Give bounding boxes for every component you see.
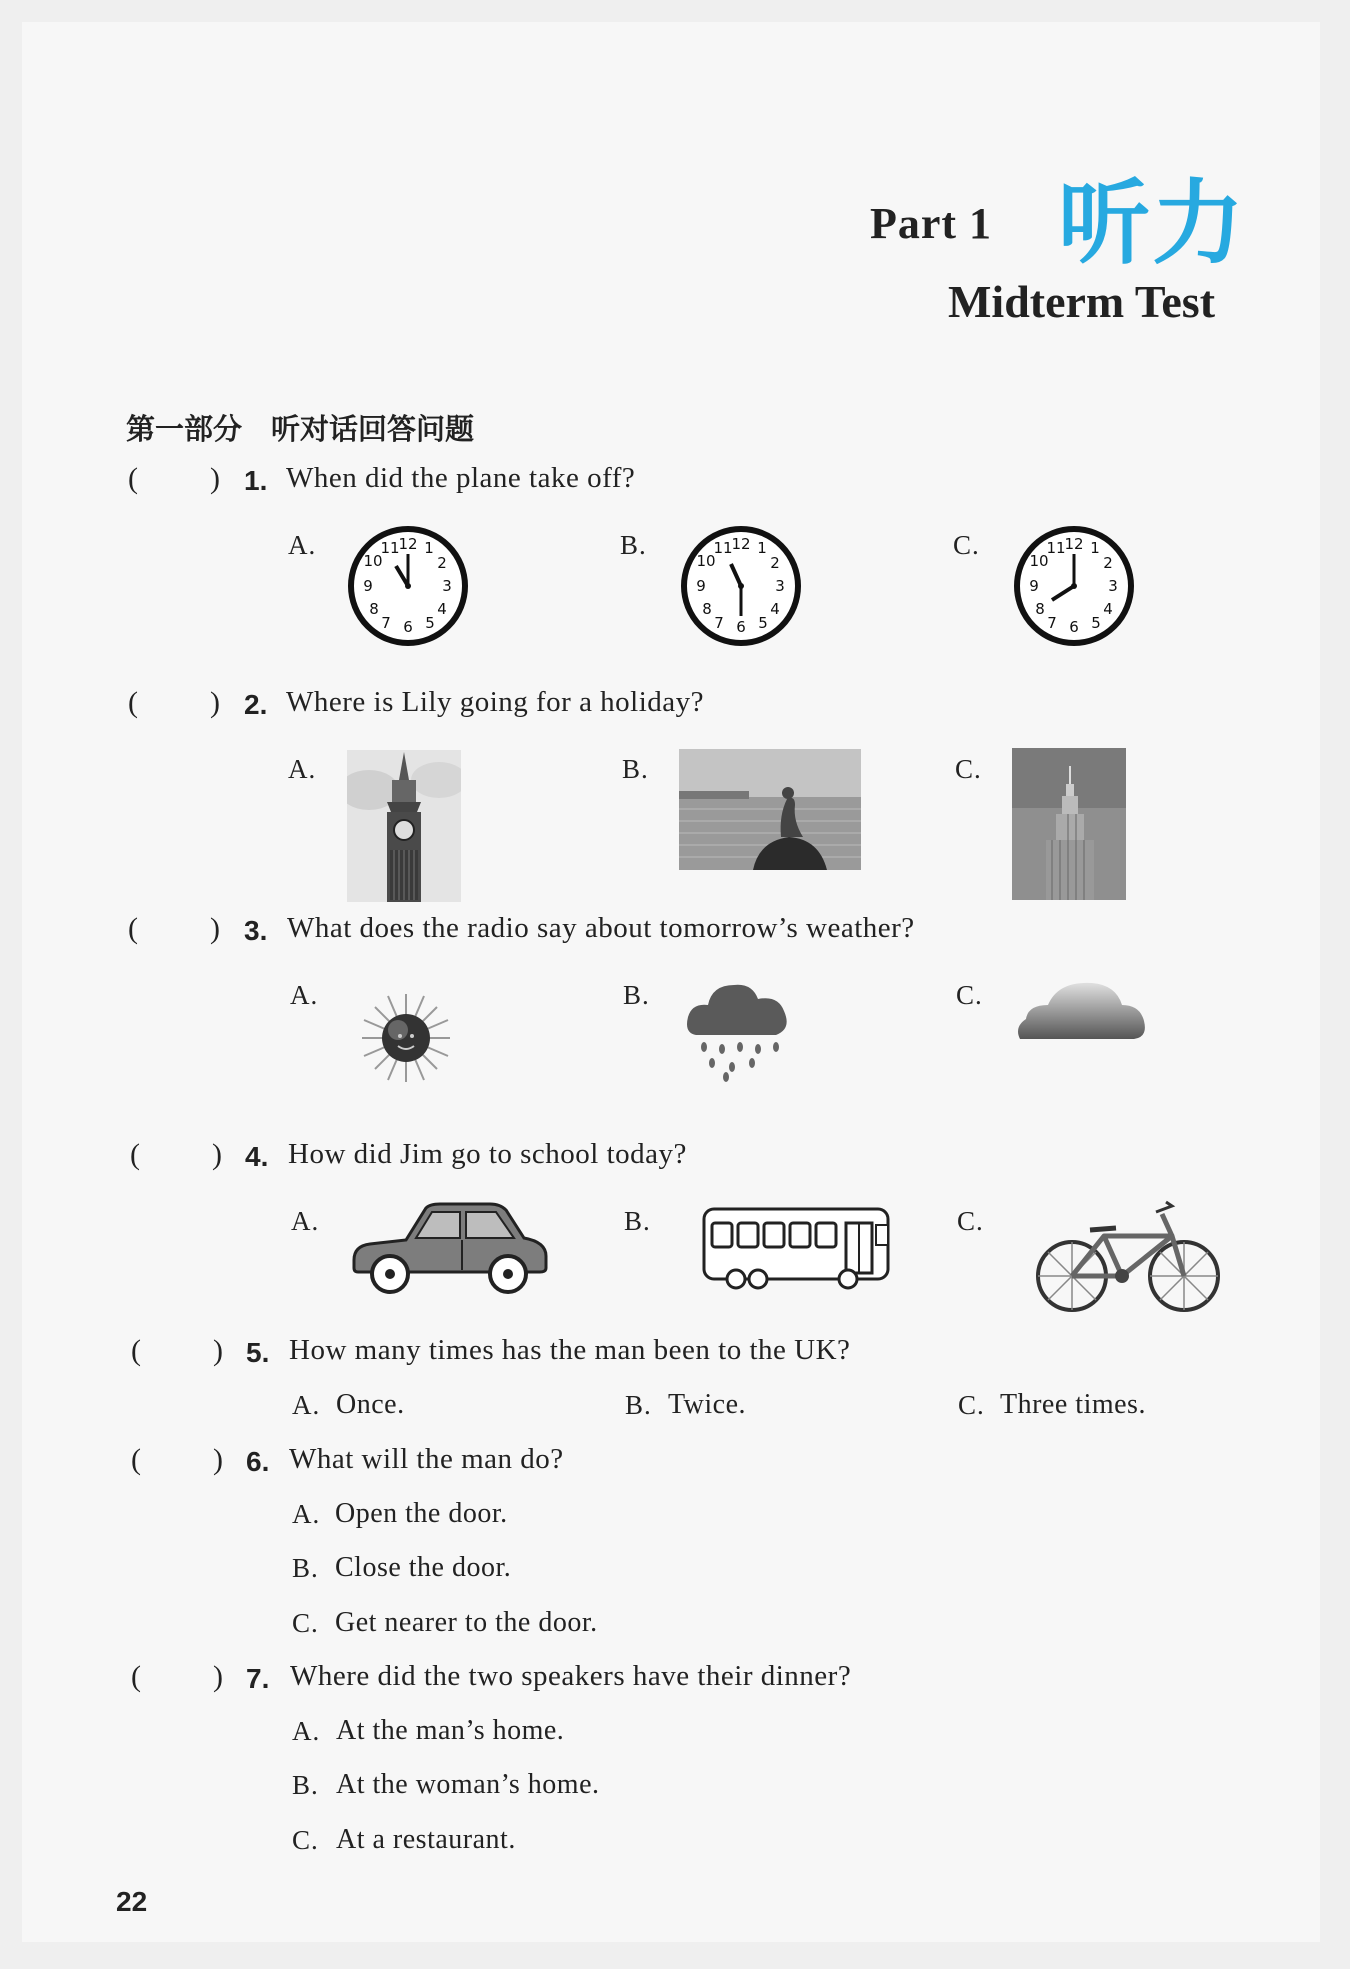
answer-bracket-open: ( (128, 686, 138, 719)
question-number: 5. (246, 1337, 270, 1368)
question-text: Where is Lily going for a holiday? (286, 686, 705, 718)
answer-bracket-close: ) (213, 1443, 223, 1476)
svg-text:10: 10 (696, 552, 716, 570)
car-icon (350, 1198, 550, 1294)
option-a-label: A. (288, 754, 317, 784)
option-a-label: A. (292, 1716, 321, 1746)
svg-text:2: 2 (437, 554, 447, 572)
clock-11-30-icon (679, 524, 803, 648)
option-a-label: A. (291, 1206, 320, 1236)
option-b-text: Twice. (668, 1389, 747, 1420)
option-c-text: Three times. (1000, 1389, 1146, 1420)
little-mermaid-icon (679, 749, 861, 870)
section-title: 第一部分 听对话回答问题 (126, 412, 475, 446)
question-text: What will the man do? (289, 1443, 564, 1475)
question-text: How did Jim go to school today? (288, 1138, 687, 1170)
option-c-label: C. (956, 980, 983, 1010)
svg-text:9: 9 (363, 577, 373, 595)
svg-text:7: 7 (1047, 614, 1057, 632)
option-c-label: C. (953, 530, 980, 560)
bicycle-icon (1032, 1200, 1224, 1314)
question-number: 1. (244, 465, 268, 496)
svg-text:12: 12 (1064, 535, 1084, 553)
sun-icon (358, 990, 454, 1086)
answer-bracket-open: ( (130, 1138, 140, 1171)
svg-text:11: 11 (380, 539, 400, 557)
answer-bracket-close: ) (213, 1334, 223, 1367)
question-number: 7. (246, 1663, 270, 1694)
svg-text:5: 5 (758, 614, 768, 632)
option-b-label: B. (292, 1553, 319, 1583)
answer-bracket-open: ( (128, 462, 138, 495)
big-ben-icon (347, 750, 461, 902)
svg-text:2: 2 (770, 554, 780, 572)
part-title-cn: 听力 (1058, 170, 1247, 277)
clock-11-icon (346, 524, 470, 648)
option-c-text: At a restaurant. (336, 1824, 516, 1855)
answer-bracket-open: ( (131, 1443, 141, 1476)
svg-text:6: 6 (1069, 618, 1079, 636)
svg-text:1: 1 (1090, 539, 1100, 557)
option-a-label: A. (292, 1499, 321, 1529)
option-b-label: B. (622, 754, 649, 784)
svg-text:7: 7 (381, 614, 391, 632)
svg-text:4: 4 (1103, 600, 1113, 618)
option-c-label: C. (955, 754, 982, 784)
option-c-label: C. (957, 1206, 984, 1236)
answer-bracket-close: ) (213, 1660, 223, 1693)
page-number: 22 (116, 1886, 148, 1917)
clock-8-icon (1012, 524, 1136, 648)
svg-text:11: 11 (713, 539, 733, 557)
svg-text:3: 3 (775, 577, 785, 595)
option-c-label: C. (958, 1390, 985, 1420)
question-number: 2. (244, 689, 268, 720)
rain-cloud-icon (682, 975, 792, 1083)
svg-text:7: 7 (714, 614, 724, 632)
cloud-icon (1014, 975, 1148, 1045)
svg-text:1: 1 (757, 539, 767, 557)
question-number: 4. (245, 1141, 269, 1172)
question-number: 6. (246, 1446, 270, 1477)
svg-text:9: 9 (1029, 577, 1039, 595)
question-text: Where did the two speakers have their dinner? (290, 1660, 852, 1692)
option-c-label: C. (292, 1825, 319, 1855)
svg-text:6: 6 (403, 618, 413, 636)
answer-bracket-close: ) (210, 462, 220, 495)
option-b-label: B. (620, 530, 647, 560)
part-label: Part 1 (870, 199, 993, 248)
test-title: Midterm Test (948, 276, 1216, 327)
option-b-label: B. (625, 1390, 652, 1420)
answer-bracket-close: ) (210, 686, 220, 719)
option-b-text: Close the door. (335, 1552, 512, 1583)
option-b-text: At the woman’s home. (336, 1769, 600, 1800)
svg-text:10: 10 (363, 552, 383, 570)
svg-text:2: 2 (1103, 554, 1113, 572)
option-b-label: B. (623, 980, 650, 1010)
svg-text:12: 12 (731, 535, 751, 553)
option-a-text: Once. (336, 1389, 405, 1420)
option-a-label: A. (290, 980, 319, 1010)
answer-bracket-open: ( (131, 1334, 141, 1367)
answer-bracket-open: ( (131, 1660, 141, 1693)
option-a-label: A. (292, 1390, 321, 1420)
svg-text:8: 8 (369, 600, 379, 618)
question-text: How many times has the man been to the UK? (289, 1334, 851, 1366)
svg-text:10: 10 (1029, 552, 1049, 570)
svg-text:4: 4 (437, 600, 447, 618)
svg-text:12: 12 (398, 535, 418, 553)
answer-bracket-close: ) (212, 1138, 222, 1171)
svg-text:11: 11 (1046, 539, 1066, 557)
svg-text:8: 8 (702, 600, 712, 618)
question-number: 3. (244, 915, 268, 946)
svg-text:6: 6 (736, 618, 746, 636)
option-a-text: Open the door. (335, 1498, 508, 1529)
svg-text:9: 9 (696, 577, 706, 595)
svg-text:4: 4 (770, 600, 780, 618)
question-text: What does the radio say about tomorrow’s weather? (287, 912, 915, 944)
option-c-label: C. (292, 1608, 319, 1638)
empire-state-building-icon (1012, 748, 1126, 900)
question-text: When did the plane take off? (286, 462, 636, 494)
svg-text:3: 3 (442, 577, 452, 595)
answer-bracket-close: ) (210, 912, 220, 945)
option-a-text: At the man’s home. (336, 1715, 565, 1746)
option-c-text: Get nearer to the door. (335, 1607, 598, 1638)
bus-icon (700, 1203, 896, 1295)
svg-text:1: 1 (424, 539, 434, 557)
option-b-label: B. (292, 1770, 319, 1800)
answer-bracket-open: ( (128, 912, 138, 945)
option-b-label: B. (624, 1206, 651, 1236)
svg-text:5: 5 (425, 614, 435, 632)
svg-text:8: 8 (1035, 600, 1045, 618)
svg-text:5: 5 (1091, 614, 1101, 632)
option-a-label: A. (288, 530, 317, 560)
svg-text:3: 3 (1108, 577, 1118, 595)
